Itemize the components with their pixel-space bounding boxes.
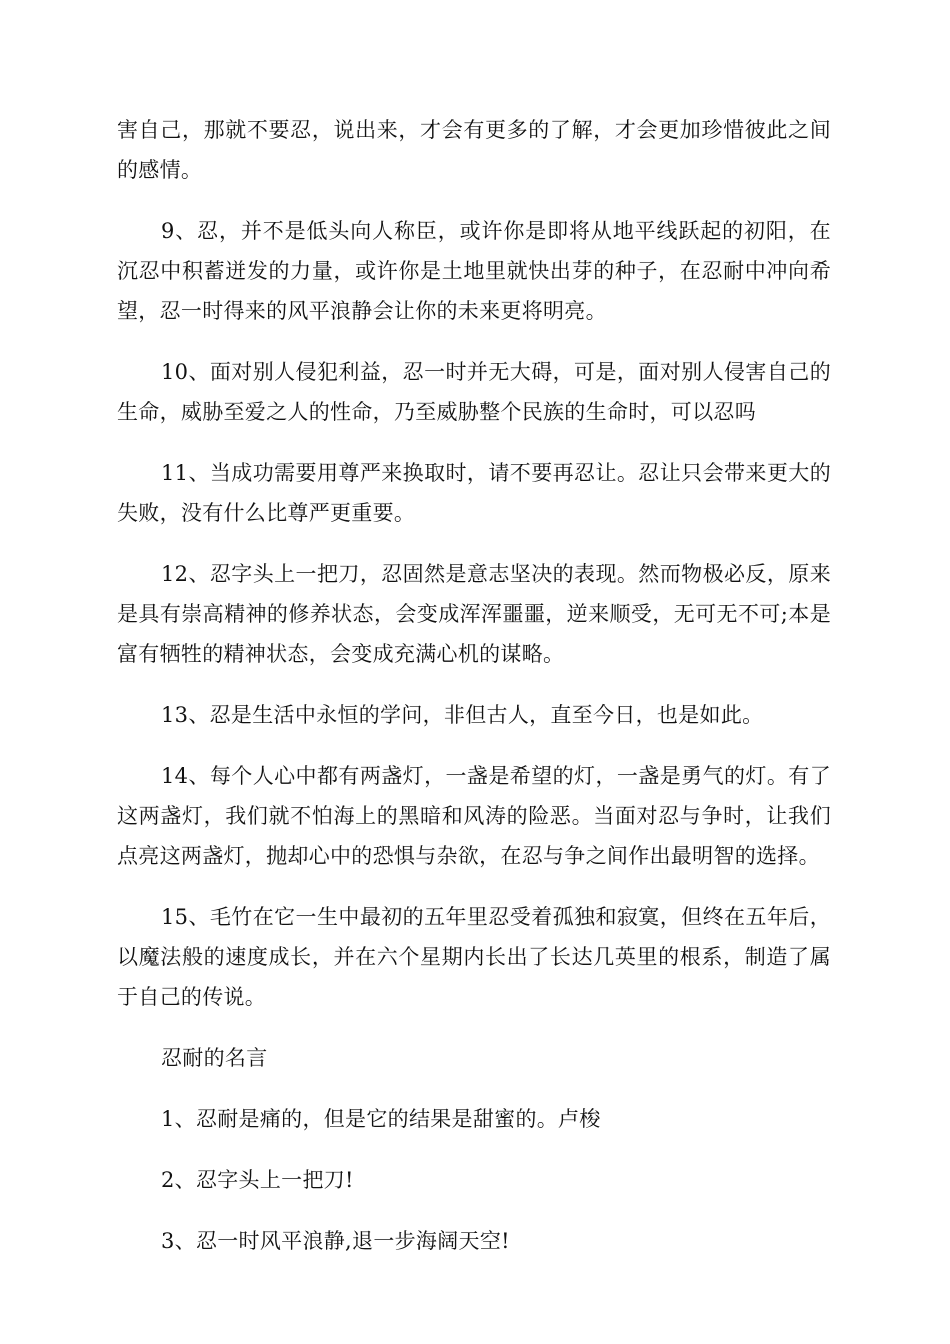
paragraph-item-12: 12、忍字头上一把刀，忍固然是意志坚决的表现。然而物极必反，原来是具有崇高精神的修养状态，会变成浑浑噩噩，逆来顺受，无可无不可;本是富有牺牲的精神状态，会变成充满心机的谋略。 <box>117 562 831 666</box>
paragraph-item-15: 15、毛竹在它一生中最初的五年里忍受着孤独和寂寞，但终在五年后，以魔法般的速度成长，并在六个星期内长出了长达几英里的根系，制造了属于自己的传说。 <box>117 905 831 1009</box>
paragraph-item-13: 13、忍是生活中永恒的学问，非但古人，直至今日，也是如此。 <box>161 703 764 727</box>
quote-item-1: 1、忍耐是痛的，但是它的结果是甜蜜的。卢梭 <box>161 1107 601 1131</box>
paragraph-item-9: 9、忍，并不是低头向人称臣，或许你是即将从地平线跃起的初阳，在沉忍中积蓄迸发的力量，或许你是土地里就快出芽的种子，在忍耐中冲向希望，忍一时得来的风平浪静会让你的未来更将明亮。 <box>117 219 831 323</box>
paragraph-item-11: 11、当成功需要用尊严来换取时，请不要再忍让。忍让只会带来更大的失败，没有什么比尊严更重要。 <box>117 461 831 525</box>
paragraph-item-10: 10、面对别人侵犯利益，忍一时并无大碍，可是，面对别人侵害自己的生命，威胁至爱之人的性命，乃至威胁整个民族的生命时，可以忍吗 <box>117 360 831 424</box>
document-page <box>117 110 831 1282</box>
quote-item-3: 3、忍一时风平浪静,退一步海阔天空! <box>161 1229 510 1253</box>
quote-item-2: 2、忍字头上一把刀! <box>161 1168 354 1192</box>
paragraph-item-14: 14、每个人心中都有两盏灯，一盏是希望的灯，一盏是勇气的灯。有了这两盏灯，我们就不怕海上的黑暗和风涛的险恶。当面对忍与争时，让我们点亮这两盏灯，抛却心中的恐惧与杂欲，在忍与争之间作出最明智的选择。 <box>117 764 831 868</box>
paragraph-continuation: 害自己，那就不要忍，说出来，才会有更多的了解，才会更加珍惜彼此之间的感情。 <box>117 118 831 182</box>
section-heading: 忍耐的名言 <box>161 1046 268 1070</box>
